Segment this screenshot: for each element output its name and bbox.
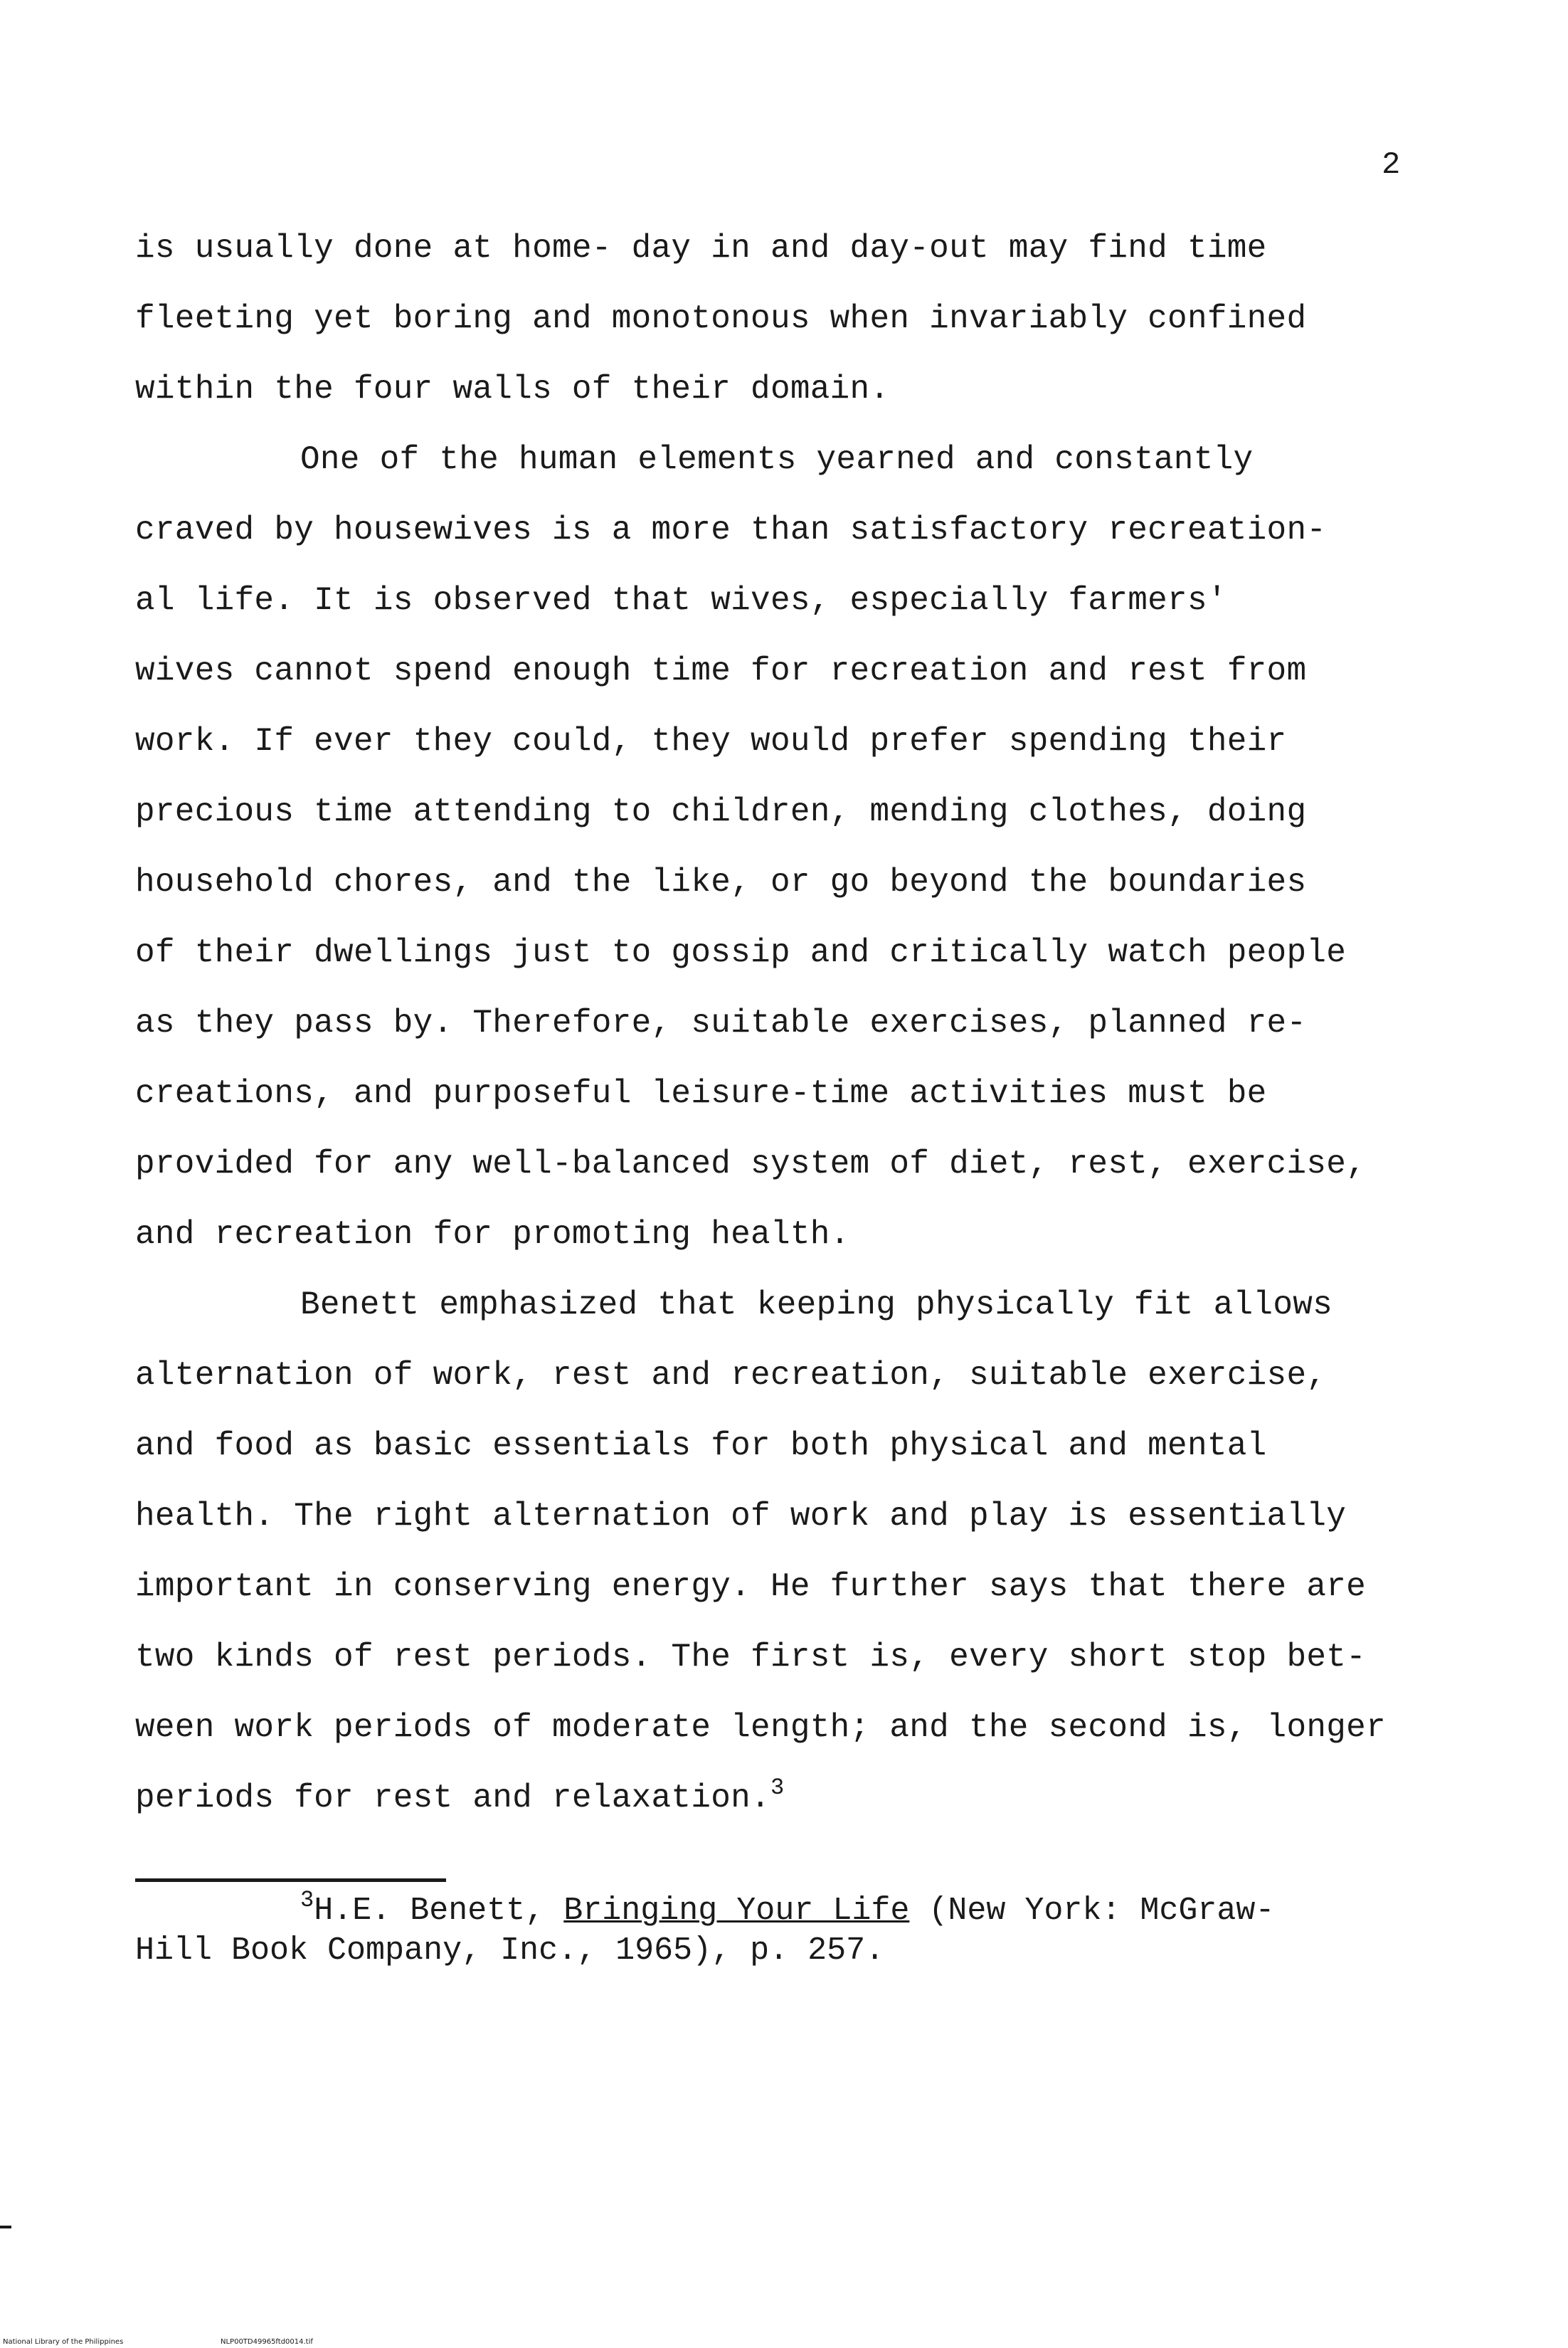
text-line: two kinds of rest periods. The first is, every short stop bet-	[135, 1639, 1367, 1676]
text-line: and food as basic essentials for both physical and mental	[135, 1427, 1267, 1464]
text-line: fleeting yet boring and monotonous when invariably confined	[135, 300, 1307, 337]
text-line: alternation of work, rest and recreation, suitable exercise,	[135, 1357, 1327, 1394]
text-line: craved by housewives is a more than satisfactory recreation-	[135, 512, 1327, 549]
footnote-separator	[135, 1878, 446, 1882]
text-line: health. The right alternation of work and play is essentially	[135, 1498, 1347, 1535]
text-line: is usually done at home- day in and day-out may find time	[135, 230, 1267, 267]
text-line: work. If ever they could, they would prefer spending their	[135, 723, 1287, 760]
footnote-publisher-2: Hill Book Company, Inc., 1965), p. 257.	[135, 1932, 885, 1969]
footnote-title: Bringing Your Life	[563, 1893, 910, 1929]
library-credit: National Library of the Philippines	[3, 2338, 124, 2346]
text-line: wives cannot spend enough time for recreation and rest from	[135, 652, 1307, 689]
text-line: within the four walls of their domain.	[135, 371, 890, 408]
footnote	[135, 1887, 1487, 1971]
text-line: ween work periods of moderate length; and the second is, longer	[135, 1709, 1386, 1746]
text-line: al life. It is observed that wives, especially farmers'	[135, 582, 1227, 619]
text-line: important in conserving energy. He further says that there are	[135, 1568, 1367, 1605]
scan-filename: NLP00TD49965ftd0014.tif	[221, 2338, 313, 2346]
footnote-marker: 3	[300, 1887, 314, 1913]
footnote-reference: 3	[770, 1775, 785, 1801]
text-line: periods for rest and relaxation.	[135, 1779, 770, 1816]
margin-mark	[0, 2226, 11, 2228]
text-line: household chores, and the like, or go beyond the boundaries	[135, 864, 1307, 901]
body-text	[135, 213, 1487, 1834]
text-line: creations, and purposeful leisure-time activities must be	[135, 1075, 1267, 1112]
text-line: of their dwellings just to gossip and critically watch people	[135, 934, 1347, 971]
paragraph-start-line: Benett emphasized that keeping physically fit allows	[300, 1286, 1333, 1323]
paragraph-start-line: One of the human elements yearned and constantly	[300, 441, 1254, 478]
footnote-line-1	[135, 1887, 1487, 1931]
text-line-with-footnote-ref	[135, 1763, 1487, 1834]
footnote-author: H.E. Benett,	[314, 1893, 564, 1929]
text-line: provided for any well-balanced system of diet, rest, exercise,	[135, 1146, 1367, 1183]
text-line: precious time attending to children, mending clothes, doing	[135, 793, 1307, 830]
text-line: and recreation for promoting health.	[135, 1216, 850, 1253]
footnote-publisher-1: (New York: McGraw-	[909, 1893, 1275, 1929]
text-line: as they pass by. Therefore, suitable exercises, planned re-	[135, 1005, 1307, 1042]
page-number: 2	[1382, 147, 1401, 183]
